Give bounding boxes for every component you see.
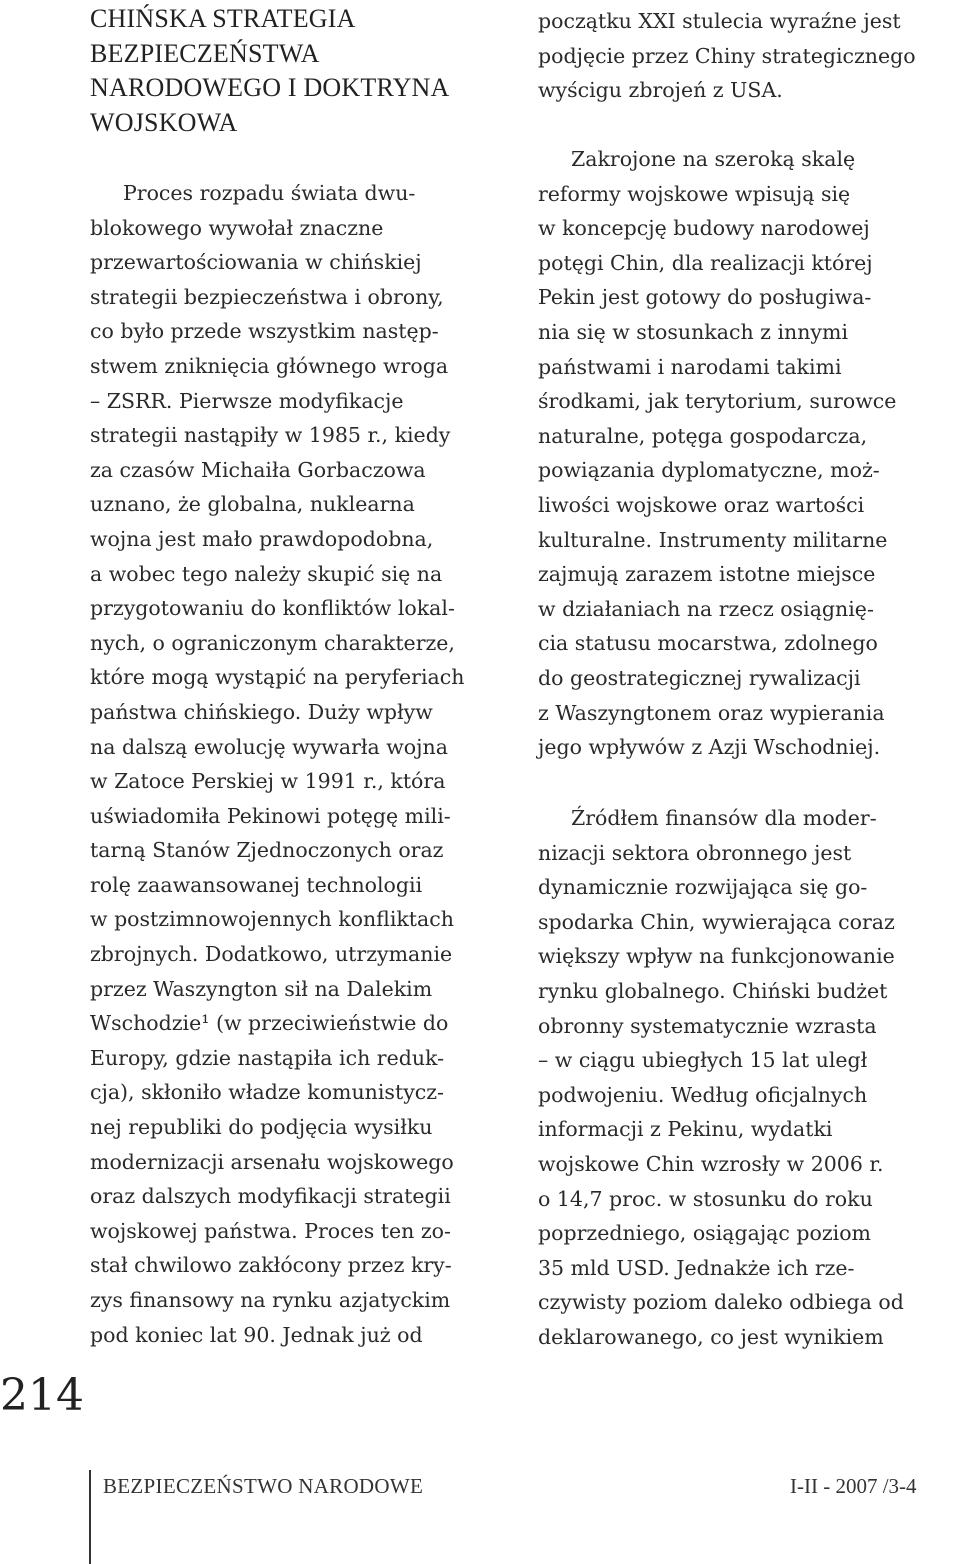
text-line: spodarka Chin, wywierająca coraz	[538, 909, 895, 934]
text-line: w postzimnowojennych konfliktach	[90, 907, 454, 932]
text-line: z Waszyngtonem oraz wypierania	[538, 700, 885, 725]
text-line: stał chwilowo zakłócony przez kry-	[90, 1253, 452, 1278]
text-line: w Zatoce Perskiej w 1991 r., która	[90, 769, 446, 794]
text-line: dynamicznie rozwijająca się go-	[538, 875, 868, 900]
text-line: wyścigu zbrojeń z USA.	[538, 78, 783, 103]
text-line: do geostrategicznej rywalizacji	[538, 665, 861, 690]
text-line: rolę zaawansowanej technologii	[90, 872, 423, 897]
text-line: 35 mld USD. Jednakże ich rze-	[538, 1255, 855, 1280]
text-line: uświadomiła Pekinowi potęgę mili-	[90, 803, 451, 828]
text-line: a wobec tego należy skupić się na	[90, 561, 443, 586]
text-line: reformy wojskowe wpisują się	[538, 181, 851, 206]
text-line: w koncepcję budowy narodowej	[538, 216, 870, 241]
text-line: zbrojnych. Dodatkowo, utrzymanie	[90, 942, 453, 967]
text-line: czywisty poziom daleko odbiega od	[538, 1290, 904, 1315]
text-line: nej republiki do podjęcia wysiłku	[90, 1115, 433, 1140]
heading-line: NARODOWEGO I DOKTRYNA	[90, 73, 450, 102]
text-line: informacji z Pekinu, wydatki	[538, 1117, 833, 1142]
text-line: rynku globalnego. Chiński budżet	[538, 978, 888, 1003]
text-line: początku XXI stulecia wyraźne jest	[538, 9, 901, 33]
right-paragraph-1	[538, 4, 916, 108]
text-line: Zakrojone na szeroką skalę	[571, 147, 856, 171]
text-line: Europy, gdzie nastąpiła ich reduk-	[90, 1045, 445, 1070]
text-line: cja), skłoniło władze komunistycz-	[90, 1080, 444, 1105]
text-line: cia statusu mocarstwa, zdolnego	[538, 631, 878, 656]
text-line: państwa chińskiego. Duży wpływ	[90, 699, 433, 724]
text-line: oraz dalszych modyfikacji strategii	[90, 1184, 451, 1209]
text-line: nia się w stosunkach z innymi	[538, 319, 849, 344]
text-line: strategii nastąpiły w 1985 r., kiedy	[90, 423, 451, 448]
text-line: pod koniec lat 90. Jednak już od	[90, 1322, 423, 1347]
text-line: wojna jest mało prawdopodobna,	[90, 526, 434, 551]
text-line: strategii bezpieczeństwa i obrony,	[90, 284, 444, 309]
text-line: poprzedniego, osiągając poziom	[538, 1221, 871, 1246]
text-line: kulturalne. Instrumenty militarne	[538, 527, 888, 552]
footer-divider	[89, 1470, 91, 1564]
heading-line: BEZPIECZEŃSTWA	[90, 38, 320, 68]
heading-line: CHIŃSKA STRATEGIA	[90, 4, 356, 33]
text-line: przygotowaniu do konfliktów lokal-	[90, 596, 455, 621]
text-line: podwojeniu. Według oficjalnych	[538, 1082, 868, 1107]
text-line: za czasów Michaiła Gorbaczowa	[90, 457, 426, 482]
text-line: przewartościowania w chińskiej	[90, 250, 422, 275]
text-line: które mogą wystąpić na peryferiach	[90, 665, 465, 690]
text-line: podjęcie przez Chiny strategicznego	[538, 43, 916, 68]
text-line: państwami i narodami takimi	[538, 354, 842, 379]
text-line: środkami, jak terytorium, surowce	[538, 389, 897, 414]
text-line: obronny systematycznie wzrasta	[538, 1013, 877, 1038]
text-line: jego wpływów z Azji Wschodniej.	[538, 735, 881, 760]
right-paragraph-3	[538, 801, 904, 1355]
text-line: wojskowe Chin wzrosły w 2006 r.	[538, 1151, 884, 1176]
text-line: – ZSRR. Pierwsze modyfikacje	[90, 388, 404, 413]
text-line: – w ciągu ubiegłych 15 lat uległ	[538, 1048, 868, 1073]
text-line: w działaniach na rzecz osiągnię-	[538, 596, 874, 621]
text-line: modernizacji arsenału wojskowego	[90, 1149, 454, 1174]
text-line: naturalne, potęga gospodarcza,	[538, 423, 868, 448]
text-line: wojskowej państwa. Proces ten zo-	[90, 1218, 451, 1243]
text-line: co było przede wszystkim następ-	[90, 319, 439, 344]
text-line: Wschodzie¹ (w przeciwieństwie do	[90, 1011, 449, 1036]
text-line: zys finansowy na rynku azjatyckim	[90, 1288, 451, 1312]
right-paragraph-2	[538, 142, 896, 765]
text-line: większy wpływ na funkcjonowanie	[538, 944, 895, 969]
page-number: 214	[0, 1370, 84, 1421]
text-line: deklarowanego, co jest wynikiem	[538, 1324, 884, 1349]
heading-line: WOJSKOWA	[90, 107, 238, 137]
text-line: nych, o ograniczonym charakterze,	[90, 630, 455, 655]
text-line: Pekin jest gotowy do posługiwa-	[538, 285, 872, 310]
text-line: Źródłem finansów dla moder-	[571, 806, 877, 830]
text-line: powiązania dyplomatyczne, moż-	[538, 458, 880, 483]
text-line: na dalszą ewolucję wywarła wojna	[90, 734, 448, 759]
section-heading	[90, 2, 450, 140]
text-line: tarną Stanów Zjednoczonych oraz	[90, 838, 444, 863]
text-line: uznano, że globalna, nuklearna	[90, 492, 415, 517]
text-line: blokowego wywołał znaczne	[90, 215, 384, 240]
text-line: stwem zniknięcia głównego wroga	[90, 353, 449, 378]
text-line: potęgi Chin, dla realizacji której	[538, 250, 873, 275]
left-paragraph	[90, 176, 464, 1352]
footer-issue: I-II - 2007 /3-4	[790, 1474, 917, 1498]
text-line: zajmują zarazem istotne miejsce	[538, 562, 876, 587]
text-line: liwości wojskowe oraz wartości	[538, 492, 865, 517]
text-line: przez Waszyngton sił na Dalekim	[90, 976, 433, 1001]
text-line: Proces rozpadu świata dwu-	[123, 181, 416, 205]
footer-journal-title: BEZPIECZEŃSTWO NARODOWE	[103, 1474, 424, 1498]
text-line: o 14,7 proc. w stosunku do roku	[538, 1186, 873, 1211]
text-line: nizacji sektora obronnego jest	[538, 840, 852, 865]
